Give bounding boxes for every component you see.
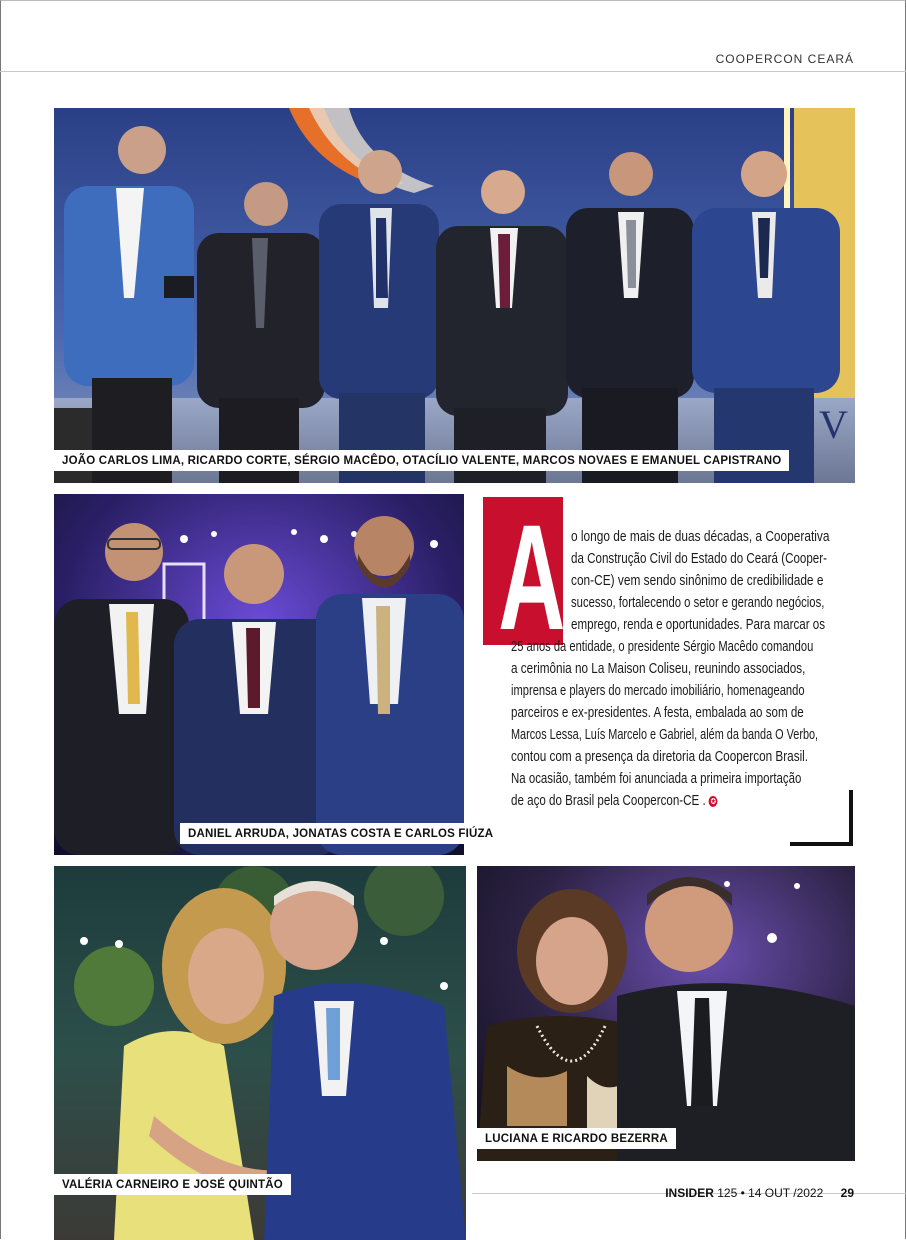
photo-caption-bottom-right: LUCIANA E RICARDO BEZERRA [477, 1128, 676, 1149]
article-line: sucesso, fortalecendo o setor e gerando negócios, [571, 595, 825, 611]
corner-bracket [849, 790, 853, 846]
article-line-last [511, 793, 718, 809]
svg-text:V: V [819, 402, 848, 447]
article-body [483, 493, 855, 847]
article-line: con-CE) vem sendo sinônimo de credibilidade e [571, 573, 824, 589]
article-line: da Construção Civil do Estado do Ceará (Cooper- [571, 551, 827, 567]
top-rule [0, 71, 906, 72]
photo-award-group [54, 108, 855, 483]
corner-bracket [790, 842, 853, 846]
article-line: imprensa e players do mercado imobiliário, homenageando [511, 683, 805, 699]
photo-three-men [54, 494, 464, 855]
photo-caption-middle-left: DANIEL ARRUDA, JONATAS COSTA E CARLOS FIÚZA [180, 823, 501, 844]
article-line-text: de aço do Brasil pela Coopercon-CE . [511, 793, 706, 809]
article-line: contou com a presença da diretoria da Coopercon Brasil. [511, 749, 809, 765]
article-line: 25 anos da entidade, o presidente Sérgio Macêdo comandou [511, 639, 814, 655]
issue-info: 125 • 14 OUT /2022 [717, 1186, 824, 1200]
article-line: emprego, renda e oportunidades. Para marcar os [571, 617, 826, 633]
article-line: a cerimônia no La Maison Coliseu, reunindo associados, [511, 661, 806, 677]
dropcap-letter: A [498, 493, 566, 661]
page-footer [665, 1186, 854, 1200]
magazine-name: INSIDER [665, 1186, 714, 1200]
photo-couple-right [477, 866, 855, 1161]
section-label: COOPERCON CEARÁ [715, 52, 854, 66]
page-number: 29 [840, 1186, 854, 1200]
article-line: Na ocasião, também foi anunciada a primeira importação [511, 771, 802, 787]
article-line: Marcos Lessa, Luís Marcelo e Gabriel, além da banda O Verbo, [511, 727, 819, 743]
article-line: o longo de mais de duas décadas, a Cooperativa [571, 529, 830, 545]
photo-caption-bottom-left: VALÉRIA CARNEIRO E JOSÉ QUINTÃO [54, 1174, 291, 1195]
article-line: parceiros e ex-presidentes. A festa, embalada ao som de [511, 705, 804, 721]
photo-caption-top: JOÃO CARLOS LIMA, RICARDO CORTE, SÉRGIO MACÊDO, OTACÍLIO VALENTE, MARCOS NOVAES E EMANUEL CAPISTRANO [54, 450, 789, 471]
end-mark-icon: ✪ [710, 796, 717, 806]
